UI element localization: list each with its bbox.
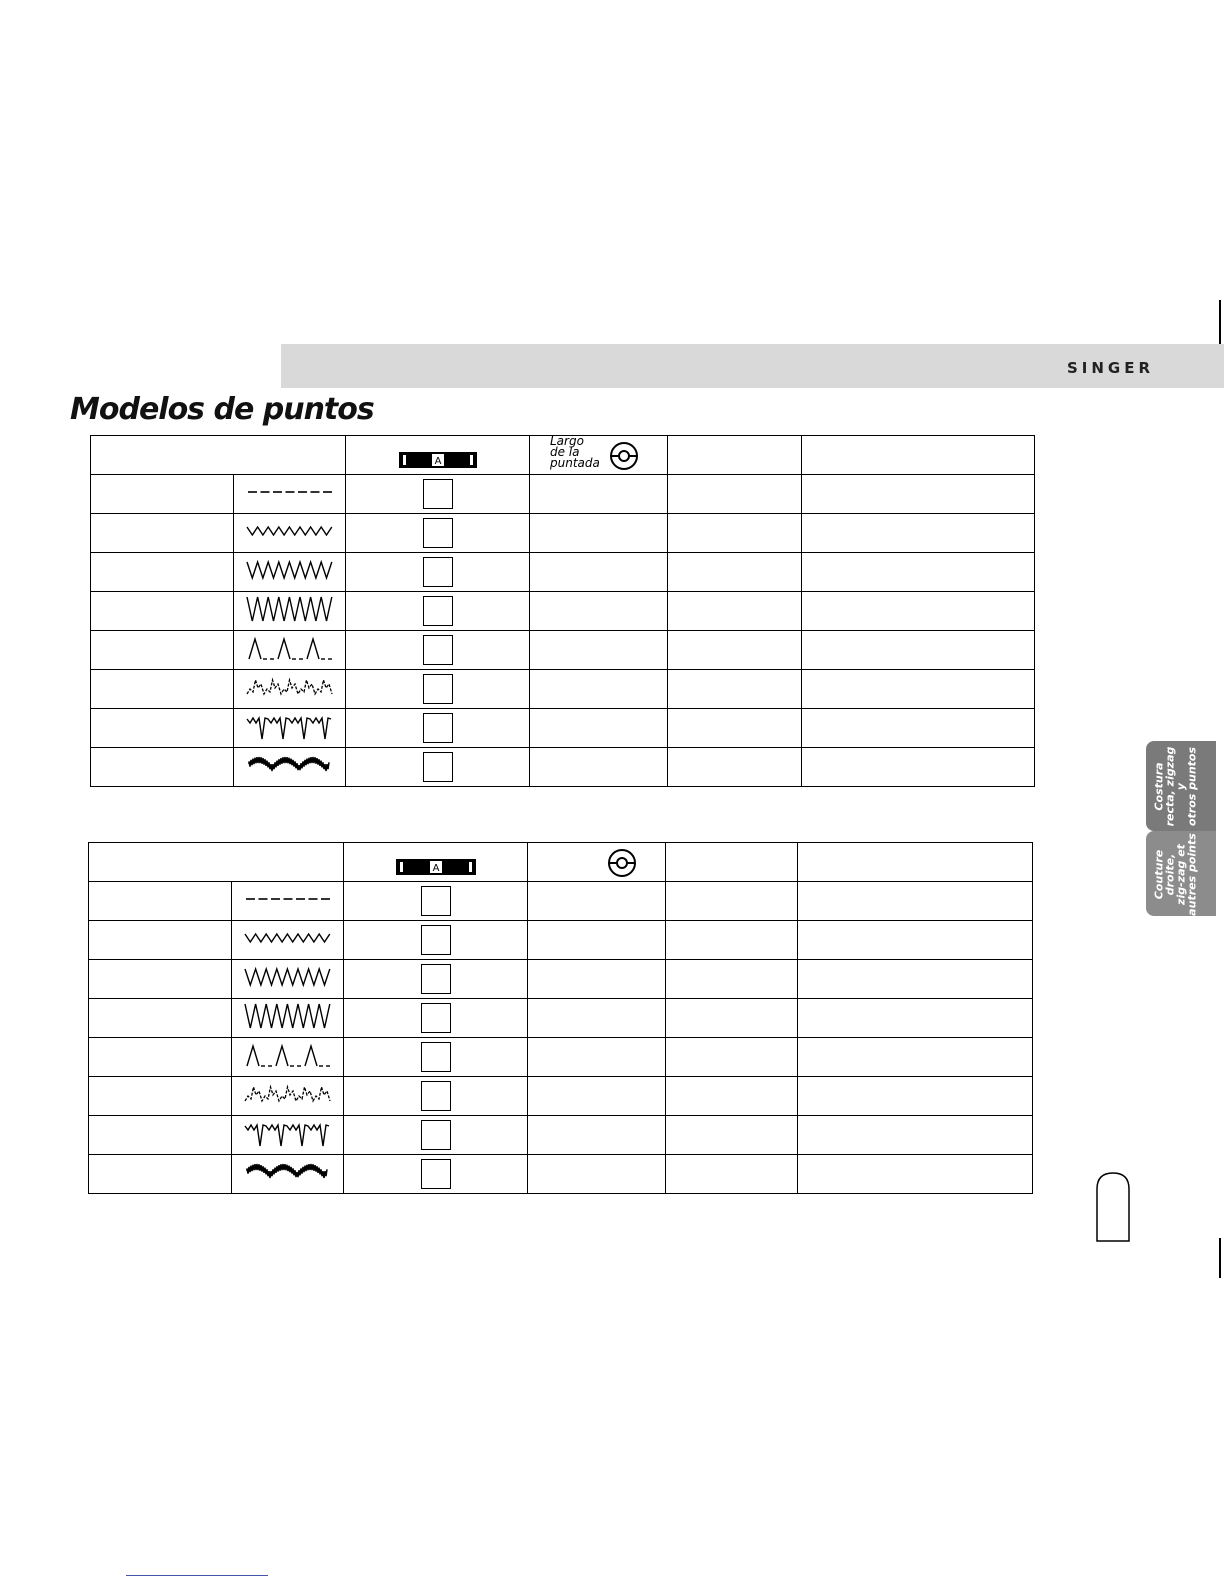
wide-zigzag-icon <box>243 1016 333 1035</box>
table-row <box>89 999 1033 1038</box>
table-header-row <box>91 436 1035 475</box>
name-cell <box>89 1116 232 1155</box>
table-row <box>89 960 1033 999</box>
pattern-cell <box>234 592 346 631</box>
pattern-cell <box>232 1038 344 1077</box>
table-row <box>89 1155 1033 1194</box>
use-cell <box>802 670 1035 709</box>
length-cell <box>530 475 668 514</box>
pattern-selector-box[interactable] <box>423 479 453 509</box>
length-cell <box>528 999 666 1038</box>
selector-cell[interactable] <box>344 1116 528 1155</box>
pattern-selector-box[interactable] <box>421 886 451 916</box>
notes-cell <box>666 1038 798 1077</box>
pattern-cell <box>232 999 344 1038</box>
notes-cell <box>668 553 802 592</box>
multi-stitch-zigzag-icon <box>245 687 335 706</box>
header-cell-length <box>530 436 668 475</box>
selector-cell[interactable] <box>346 670 530 709</box>
name-cell <box>91 592 234 631</box>
length-cell <box>530 670 668 709</box>
scallop-stitch-icon <box>243 1172 333 1191</box>
notes-cell <box>666 1116 798 1155</box>
header-cell-empty-1 <box>668 436 802 475</box>
notes-cell <box>666 1155 798 1194</box>
wide-zigzag-icon <box>245 609 335 628</box>
stitch-width-icon <box>399 452 477 468</box>
use-cell <box>802 709 1035 748</box>
pattern-selector-box[interactable] <box>421 1120 451 1150</box>
pattern-cell <box>232 882 344 921</box>
page-number-tab <box>1096 1172 1130 1242</box>
use-cell <box>802 748 1035 787</box>
use-cell <box>798 1155 1033 1194</box>
notes-cell <box>668 514 802 553</box>
selector-cell[interactable] <box>346 514 530 553</box>
straight-stitch-icon <box>245 492 335 511</box>
notes-cell <box>668 709 802 748</box>
pattern-selector-box[interactable] <box>423 635 453 665</box>
name-cell <box>91 670 234 709</box>
length-cell <box>528 1155 666 1194</box>
scallop-stitch-icon <box>245 765 335 784</box>
notes-cell <box>668 670 802 709</box>
selector-cell[interactable] <box>344 882 528 921</box>
length-cell <box>530 709 668 748</box>
use-cell <box>802 514 1035 553</box>
table-row <box>89 1116 1033 1155</box>
stitch-table-spanish <box>90 435 1035 787</box>
pattern-selector-box[interactable] <box>423 557 453 587</box>
notes-cell <box>668 748 802 787</box>
header-band <box>281 344 1224 388</box>
length-cell <box>530 748 668 787</box>
elastic-blind-hem-icon <box>243 1133 333 1152</box>
pattern-cell <box>232 1116 344 1155</box>
name-cell <box>91 709 234 748</box>
header-cell-empty-1 <box>666 843 798 882</box>
use-cell <box>798 1116 1033 1155</box>
table-row <box>89 1077 1033 1116</box>
stitch-table-french <box>88 842 1033 1194</box>
table-row <box>91 748 1035 787</box>
table-row <box>91 475 1035 514</box>
pattern-selector-box[interactable] <box>421 1042 451 1072</box>
length-cell <box>530 631 668 670</box>
use-cell <box>802 553 1035 592</box>
selector-cell[interactable] <box>346 553 530 592</box>
side-tab-label: Couture droite, zig-zag et autres points <box>1152 833 1199 916</box>
table-row <box>89 1038 1033 1077</box>
table-header-row <box>89 843 1033 882</box>
width-badge-letter: A <box>432 863 439 874</box>
name-cell <box>89 921 232 960</box>
footer-rule <box>126 1575 268 1576</box>
selector-cell[interactable] <box>346 475 530 514</box>
pattern-selector-box[interactable] <box>423 674 453 704</box>
name-cell <box>89 1038 232 1077</box>
crop-mark-top <box>1219 300 1221 344</box>
name-cell <box>89 999 232 1038</box>
blind-hem-icon <box>243 1055 333 1074</box>
selector-cell[interactable] <box>344 999 528 1038</box>
table-row <box>91 709 1035 748</box>
notes-cell <box>666 1077 798 1116</box>
pattern-selector-box[interactable] <box>423 713 453 743</box>
table-row <box>91 592 1035 631</box>
name-cell <box>89 1155 232 1194</box>
use-cell <box>798 1038 1033 1077</box>
use-cell <box>798 882 1033 921</box>
length-cell <box>528 1116 666 1155</box>
use-cell <box>802 631 1035 670</box>
pattern-cell <box>232 1155 344 1194</box>
pattern-selector-box[interactable] <box>421 1003 451 1033</box>
pattern-selector-box[interactable] <box>421 1159 451 1189</box>
pattern-cell <box>234 475 346 514</box>
table-row <box>91 670 1035 709</box>
name-cell <box>89 960 232 999</box>
blind-hem-icon <box>245 648 335 667</box>
use-cell <box>798 999 1033 1038</box>
stitch-length-dial-icon <box>608 440 640 472</box>
medium-zigzag-icon <box>243 977 333 996</box>
use-cell <box>802 592 1035 631</box>
header-cell-length <box>528 843 666 882</box>
medium-zigzag-icon <box>245 570 335 589</box>
notes-cell <box>666 960 798 999</box>
selector-cell[interactable] <box>346 748 530 787</box>
narrow-zigzag-icon <box>243 938 333 957</box>
selector-cell[interactable] <box>346 592 530 631</box>
use-cell <box>798 960 1033 999</box>
selector-cell[interactable] <box>346 709 530 748</box>
name-cell <box>91 631 234 670</box>
selector-cell[interactable] <box>344 921 528 960</box>
notes-cell <box>668 592 802 631</box>
table-row <box>91 514 1035 553</box>
use-cell <box>798 921 1033 960</box>
length-cell <box>528 1038 666 1077</box>
pattern-selector-box[interactable] <box>421 1081 451 1111</box>
length-cell <box>528 882 666 921</box>
table-row <box>89 882 1033 921</box>
stitch-length-dial-icon <box>606 847 638 879</box>
table-row <box>91 553 1035 592</box>
header-cell-stitch <box>91 436 346 475</box>
crop-mark-bottom <box>1219 1238 1221 1278</box>
pattern-cell <box>232 1077 344 1116</box>
pattern-selector-box[interactable] <box>421 964 451 994</box>
name-cell <box>91 748 234 787</box>
notes-cell <box>668 631 802 670</box>
header-cell-stitch <box>89 843 344 882</box>
header-cell-width <box>344 843 528 882</box>
side-tab-label: Costura recta, zigzag y otros puntos <box>1152 746 1199 827</box>
pattern-selector-box[interactable] <box>423 518 453 548</box>
selector-cell[interactable] <box>344 1077 528 1116</box>
stitch-width-icon <box>396 859 476 875</box>
brand-logo: SINGER <box>1066 359 1154 377</box>
length-label: Largo de la puntada <box>550 434 600 470</box>
narrow-zigzag-icon <box>245 531 335 550</box>
name-cell <box>89 1077 232 1116</box>
page-title: Modelos de puntos <box>70 392 374 427</box>
name-cell <box>91 553 234 592</box>
pattern-cell <box>234 514 346 553</box>
header-cell-empty-2 <box>798 843 1033 882</box>
length-cell <box>528 921 666 960</box>
selector-cell[interactable] <box>344 960 528 999</box>
side-tab-spanish[interactable] <box>1146 741 1216 831</box>
selector-cell[interactable] <box>344 1155 528 1194</box>
pattern-cell <box>234 670 346 709</box>
elastic-blind-hem-icon <box>245 726 335 745</box>
notes-cell <box>668 475 802 514</box>
pattern-selector-box[interactable] <box>423 752 453 782</box>
table-row <box>89 921 1033 960</box>
pattern-cell <box>234 553 346 592</box>
header-cell-empty-2 <box>802 436 1035 475</box>
notes-cell <box>666 921 798 960</box>
multi-stitch-zigzag-icon <box>243 1094 333 1113</box>
notes-cell <box>666 999 798 1038</box>
pattern-cell <box>232 960 344 999</box>
table-row <box>91 631 1035 670</box>
length-cell <box>528 960 666 999</box>
width-badge-letter: A <box>434 456 441 467</box>
length-cell <box>528 1077 666 1116</box>
header-cell-width <box>346 436 530 475</box>
pattern-selector-box[interactable] <box>423 596 453 626</box>
pattern-selector-box[interactable] <box>421 925 451 955</box>
notes-cell <box>666 882 798 921</box>
use-cell <box>802 475 1035 514</box>
selector-cell[interactable] <box>344 1038 528 1077</box>
use-cell <box>798 1077 1033 1116</box>
pattern-cell <box>234 748 346 787</box>
pattern-cell <box>234 631 346 670</box>
side-tab-french[interactable] <box>1146 831 1216 916</box>
pattern-cell <box>234 709 346 748</box>
pattern-cell <box>232 921 344 960</box>
selector-cell[interactable] <box>346 631 530 670</box>
name-cell <box>89 882 232 921</box>
length-cell <box>530 514 668 553</box>
straight-stitch-icon <box>243 899 333 918</box>
name-cell <box>91 514 234 553</box>
name-cell <box>91 475 234 514</box>
length-cell <box>530 553 668 592</box>
length-cell <box>530 592 668 631</box>
